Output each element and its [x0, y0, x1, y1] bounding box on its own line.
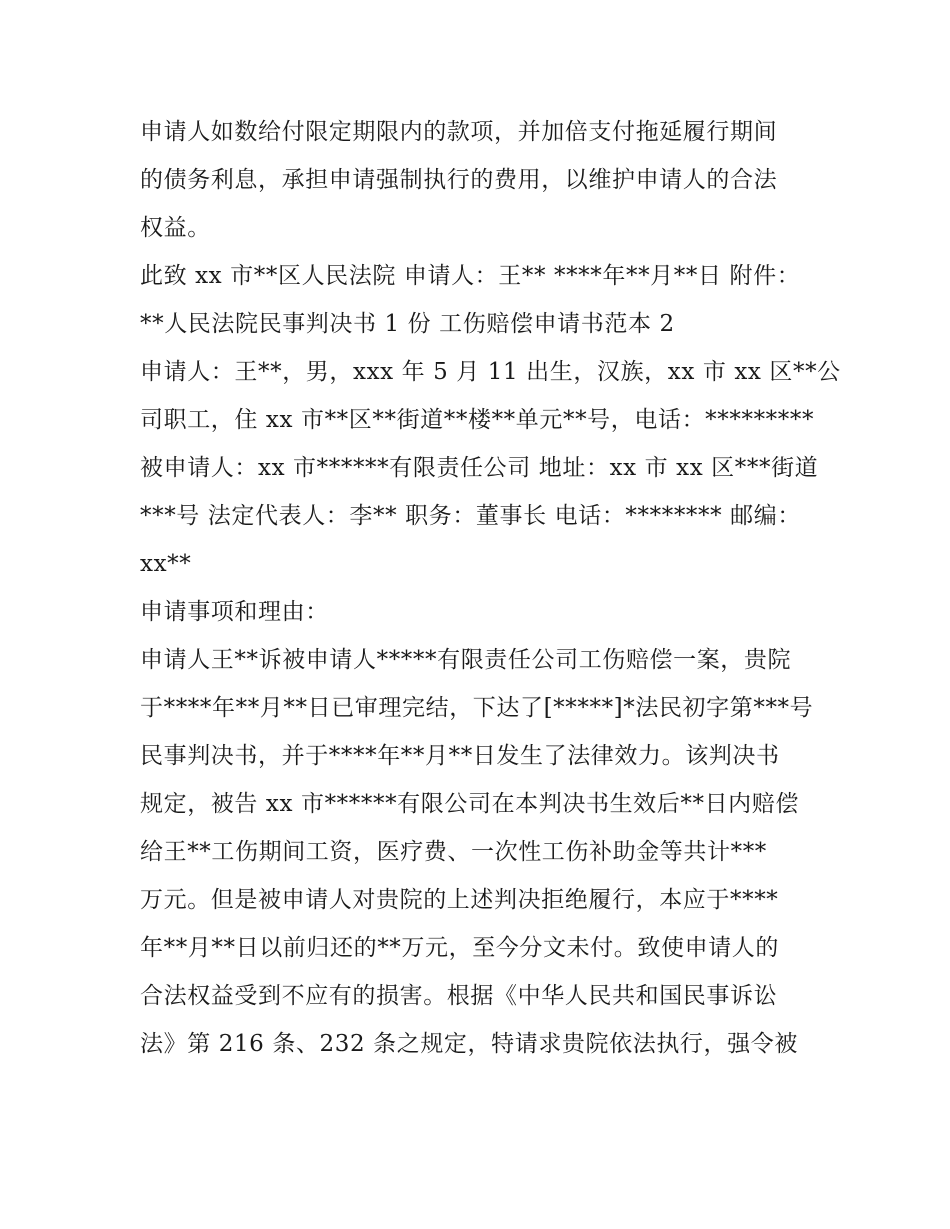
- text-line: **人民法院民事判决书 1 份 工伤赔偿申请书范本 2: [140, 311, 675, 337]
- text-line: 权益。: [140, 215, 211, 241]
- text-line: 民事判决书，并于****年**月**日发生了法律效力。该判决书: [140, 743, 780, 769]
- text-line: 申请人：王**，男，xxx 年 5 月 11 出生，汉族，xx 市 xx 区**公: [140, 359, 841, 385]
- text-line: 于****年**月**日已审理完结，下达了[*****]*法民初字第***号: [140, 695, 814, 721]
- section-heading: 申请事项和理由：: [140, 599, 329, 625]
- text-line: xx**: [140, 551, 192, 577]
- text-line: 此致 xx 市**区人民法院 申请人：王** ****年**月**日 附件：: [140, 263, 801, 289]
- text-line: 被申请人：xx 市******有限责任公司 地址：xx 市 xx 区***街道: [140, 455, 819, 481]
- text-line: 合法权益受到不应有的损害。根据《中华人民共和国民事诉讼: [140, 983, 778, 1009]
- document-body: [140, 108, 841, 1068]
- text-line: ***号 法定代表人：李** 职务：董事长 电话：******** 邮编：: [140, 503, 801, 529]
- text-line: 规定，被告 xx 市******有限公司在本判决书生效后**日内赔偿: [140, 791, 799, 817]
- text-line: 申请人王**诉被申请人*****有限责任公司工伤赔偿一案，贵院: [140, 647, 792, 673]
- text-line: 万元。但是被申请人对贵院的上述判决拒绝履行，本应于****: [140, 887, 779, 913]
- text-line: 申请人如数给付限定期限内的款项，并加倍支付拖延履行期间: [140, 119, 778, 145]
- text-line: 年**月**日以前归还的**万元，至今分文未付。致使申请人的: [140, 935, 779, 961]
- text-line: 的债务利息，承担申请强制执行的费用，以维护申请人的合法: [140, 167, 778, 193]
- text-line: 司职工，住 xx 市**区**街道**楼**单元**号，电话：*********: [140, 407, 815, 433]
- text-line: 法》第 216 条、232 条之规定，特请求贵院依法执行，强令被: [140, 1031, 798, 1057]
- text-line: 给王**工伤期间工资，医疗费、一次性工伤补助金等共计***: [140, 839, 767, 865]
